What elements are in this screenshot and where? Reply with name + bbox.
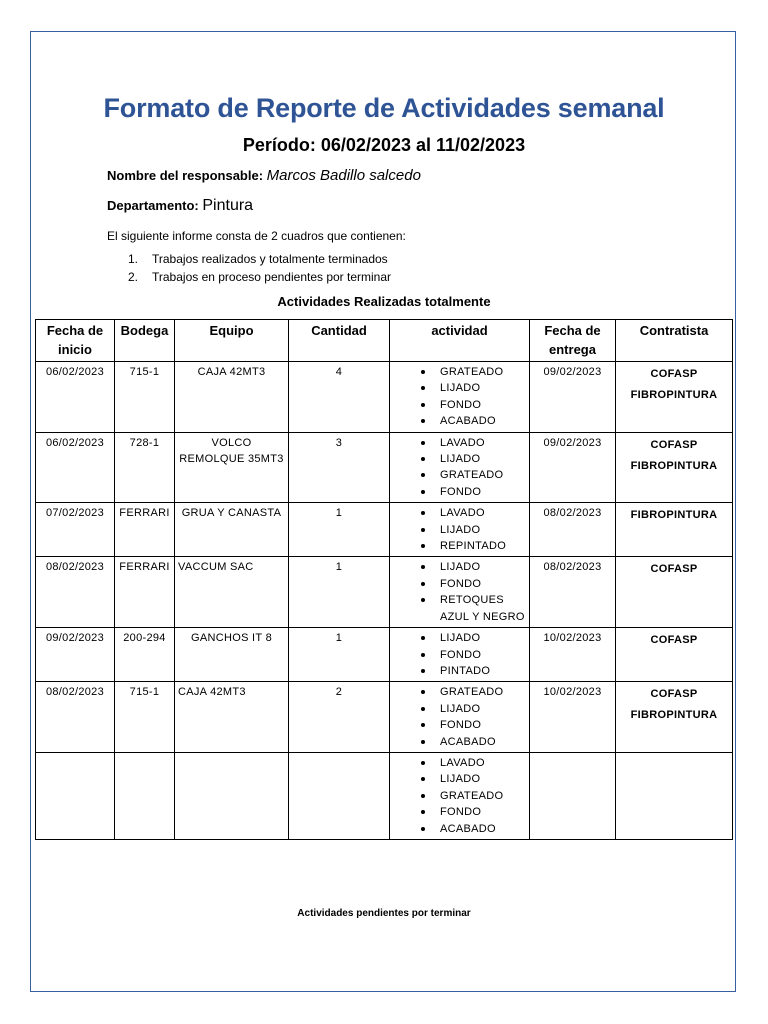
cell-cantidad xyxy=(289,752,390,839)
cell-fecha-entrega: 09/02/2023 xyxy=(530,362,616,433)
activity-item: RETOQUES AZUL Y NEGRO xyxy=(393,592,526,625)
header-fecha-entrega: Fecha de entrega xyxy=(530,320,616,362)
cell-bodega: FERRARI xyxy=(115,503,175,557)
cell-actividad xyxy=(390,432,530,503)
activity-list xyxy=(393,630,526,679)
department-field xyxy=(107,197,253,215)
activity-list xyxy=(393,755,526,837)
intro-item-number: 1. xyxy=(128,252,139,266)
cell-cantidad: 3 xyxy=(289,432,390,503)
cell-actividad xyxy=(390,752,530,839)
cell-cantidad: 1 xyxy=(289,557,390,628)
activity-item: LIJADO xyxy=(393,559,526,575)
cell-fecha-entrega: 08/02/2023 xyxy=(530,503,616,557)
header-actividad: actividad xyxy=(390,320,530,362)
table-row xyxy=(36,362,733,433)
cell-contratista xyxy=(616,503,733,557)
cell-cantidad: 1 xyxy=(289,503,390,557)
header-cantidad: Cantidad xyxy=(289,320,390,362)
activity-item: FONDO xyxy=(393,804,526,820)
activity-item: FONDO xyxy=(393,647,526,663)
cell-actividad xyxy=(390,362,530,433)
cell-cantidad: 1 xyxy=(289,628,390,682)
cell-bodega: 715-1 xyxy=(115,682,175,753)
cell-equipo: VACCUM SAC xyxy=(175,557,289,628)
table-header-row xyxy=(36,320,733,362)
table-row xyxy=(36,628,733,682)
cell-bodega: 728-1 xyxy=(115,432,175,503)
activity-item: GRATEADO xyxy=(393,788,526,804)
document-title: Formato de Reporte de Actividades semanal xyxy=(103,93,665,123)
contractor-name: COFASP xyxy=(650,368,698,380)
cell-fecha-entrega: 10/02/2023 xyxy=(530,628,616,682)
cell-actividad xyxy=(390,557,530,628)
pending-table-title: Actividades pendientes por terminar xyxy=(297,908,471,919)
cell-contratista xyxy=(616,432,733,503)
cell-equipo: GRUA Y CANASTA xyxy=(175,503,289,557)
activity-item: LAVADO xyxy=(393,435,526,451)
intro-list-item xyxy=(128,250,391,268)
activity-item: LIJADO xyxy=(393,701,526,717)
activity-item: LIJADO xyxy=(393,451,526,467)
activity-item: ACABADO xyxy=(393,413,526,429)
activity-item: LIJADO xyxy=(393,380,526,396)
cell-contratista xyxy=(616,362,733,433)
cell-fecha-inicio: 06/02/2023 xyxy=(36,362,115,433)
cell-actividad xyxy=(390,503,530,557)
cell-equipo xyxy=(175,752,289,839)
table-row xyxy=(36,752,733,839)
cell-fecha-entrega: 10/02/2023 xyxy=(530,682,616,753)
cell-contratista xyxy=(616,682,733,753)
activity-item: GRATEADO xyxy=(393,364,526,380)
responsible-value: Marcos Badillo salcedo xyxy=(266,167,421,184)
activity-list xyxy=(393,364,526,430)
responsible-field xyxy=(107,167,421,184)
contractor-name: COFASP xyxy=(650,563,698,576)
cell-equipo: GANCHOS IT 8 xyxy=(175,628,289,682)
intro-list xyxy=(128,250,391,286)
intro-list-item xyxy=(128,268,391,286)
header-contratista: Contratista xyxy=(616,320,733,362)
cell-bodega xyxy=(115,752,175,839)
contractor-name: COFASP xyxy=(650,634,698,647)
cell-fecha-inicio xyxy=(36,752,115,839)
activity-item: GRATEADO xyxy=(393,467,526,483)
cell-equipo: CAJA 42MT3 xyxy=(175,362,289,433)
activity-item: LAVADO xyxy=(393,505,526,521)
activity-item: FONDO xyxy=(393,397,526,413)
header-fecha-inicio: Fecha de inicio xyxy=(36,320,115,362)
cell-fecha-inicio: 07/02/2023 xyxy=(36,503,115,557)
activity-item: REPINTADO xyxy=(393,538,526,554)
header-equipo: Equipo xyxy=(175,320,289,362)
cell-fecha-inicio: 06/02/2023 xyxy=(36,432,115,503)
contractor-name: FIBROPINTURA xyxy=(630,709,718,722)
cell-fecha-entrega: 09/02/2023 xyxy=(530,432,616,503)
cell-cantidad: 4 xyxy=(289,362,390,433)
cell-contratista xyxy=(616,628,733,682)
cell-fecha-entrega xyxy=(530,752,616,839)
activity-item: FONDO xyxy=(393,576,526,592)
activity-item: LIJADO xyxy=(393,522,526,538)
cell-bodega: 200-294 xyxy=(115,628,175,682)
activity-item: PINTADO xyxy=(393,663,526,679)
activity-item: LIJADO xyxy=(393,630,526,646)
cell-contratista xyxy=(616,752,733,839)
activity-item: ACABADO xyxy=(393,734,526,750)
cell-actividad xyxy=(390,682,530,753)
cell-equipo: VOLCO REMOLQUE 35MT3 xyxy=(175,432,289,503)
intro-item-number: 2. xyxy=(128,270,139,284)
activity-item: FONDO xyxy=(393,484,526,500)
cell-fecha-inicio: 08/02/2023 xyxy=(36,682,115,753)
activity-item: LIJADO xyxy=(393,771,526,787)
table-row xyxy=(36,432,733,503)
cell-fecha-entrega: 08/02/2023 xyxy=(530,557,616,628)
intro-item-text: Trabajos realizados y totalmente terminados xyxy=(152,252,388,266)
cell-fecha-inicio: 09/02/2023 xyxy=(36,628,115,682)
contractor-name: COFASP xyxy=(650,438,698,451)
contractor-name: FIBROPINTURA xyxy=(630,509,718,522)
cell-actividad xyxy=(390,628,530,682)
contractor-name: COFASP xyxy=(650,688,698,701)
department-value: Pintura xyxy=(202,197,254,214)
activity-item: FONDO xyxy=(393,717,526,733)
table-row xyxy=(36,503,733,557)
activities-table xyxy=(35,319,733,840)
report-period: Período: 06/02/2023 al 11/02/2023 xyxy=(242,135,526,155)
table-row xyxy=(36,557,733,628)
cell-bodega: 715-1 xyxy=(115,362,175,433)
cell-equipo: CAJA 42MT3 xyxy=(175,682,289,753)
table-row xyxy=(36,682,733,753)
header-bodega: Bodega xyxy=(115,320,175,362)
activity-list xyxy=(393,505,526,554)
intro-item-text: Trabajos en proceso pendientes por terminar xyxy=(152,270,392,284)
table-title: Actividades Realizadas totalmente xyxy=(277,294,491,309)
responsible-label: Nombre del responsable: xyxy=(107,168,264,183)
contractor-name: FIBROPINTURA xyxy=(630,389,718,401)
activity-item: ACABADO xyxy=(393,821,526,837)
activity-item: GRATEADO xyxy=(393,684,526,700)
cell-cantidad: 2 xyxy=(289,682,390,753)
cell-bodega: FERRARI xyxy=(115,557,175,628)
activity-list xyxy=(393,684,526,750)
cell-contratista xyxy=(616,557,733,628)
department-label: Departamento: xyxy=(107,198,199,213)
activity-item: LAVADO xyxy=(393,755,526,771)
cell-fecha-inicio: 08/02/2023 xyxy=(36,557,115,628)
activity-list xyxy=(393,435,526,501)
contractor-name: FIBROPINTURA xyxy=(630,459,718,472)
intro-text: El siguiente informe consta de 2 cuadros que contienen: xyxy=(107,229,406,243)
activity-list xyxy=(393,559,526,625)
